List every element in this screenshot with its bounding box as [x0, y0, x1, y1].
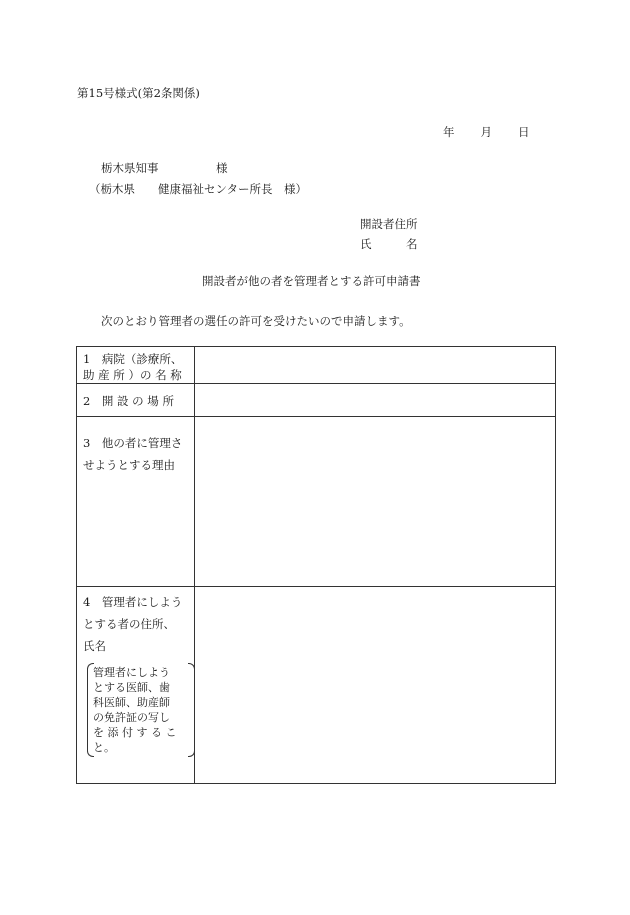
- value-location[interactable]: [195, 384, 556, 417]
- label-line: 氏名: [83, 639, 106, 653]
- value-reason[interactable]: [195, 417, 556, 587]
- table-row-facility-name: [77, 347, 556, 384]
- label-location: [77, 384, 195, 417]
- label-line: 3 他の者に管理さ: [83, 436, 183, 450]
- attachment-note: [87, 663, 195, 757]
- note-line: の免許証の写し: [93, 711, 170, 724]
- label-line: 2 開 設 の 場 所: [83, 394, 174, 408]
- value-manager[interactable]: [195, 587, 556, 784]
- note-line: を 添 付 す る こ: [93, 726, 177, 739]
- label-reason: [77, 417, 195, 587]
- note-line: とする医師、歯: [93, 681, 170, 694]
- addressee-governor: 栃木県知事 様: [101, 161, 228, 175]
- application-form-table: [76, 346, 556, 784]
- label-line: とする者の住所、: [83, 617, 175, 631]
- table-row-reason: [77, 417, 556, 587]
- note-line: と。: [93, 741, 115, 754]
- note-line: 科医師、助産師: [93, 696, 170, 709]
- intro-text: 次のとおり管理者の選任の許可を受けたいので申請します。: [101, 314, 411, 328]
- table-row-manager: [77, 587, 556, 784]
- document-title: 開設者が他の者を管理者とする許可申請書: [202, 274, 421, 288]
- value-facility-name[interactable]: [195, 347, 556, 384]
- addressee-center-director: （栃木県 健康福祉センター所長 様）: [89, 182, 308, 196]
- applicant-address-label: 開設者住所: [360, 217, 418, 231]
- label-line: 助 産 所 ）の 名 称: [83, 368, 182, 382]
- table-row-location: [77, 384, 556, 417]
- note-line: 管理者にしよう: [93, 666, 170, 679]
- label-line: せようとする理由: [83, 458, 175, 472]
- form-number: 第15号様式(第2条関係): [77, 86, 200, 100]
- label-line: 4 管理者にしよう: [83, 595, 183, 609]
- date-month: 月: [480, 125, 492, 139]
- date-day: 日: [518, 125, 530, 139]
- label-line: 1 病院（診療所、: [83, 352, 183, 366]
- date-line: [443, 124, 530, 140]
- label-facility-name: [77, 347, 195, 384]
- label-manager: [77, 587, 195, 784]
- date-year: 年: [443, 125, 455, 139]
- applicant-name-label: 氏 名: [360, 237, 418, 251]
